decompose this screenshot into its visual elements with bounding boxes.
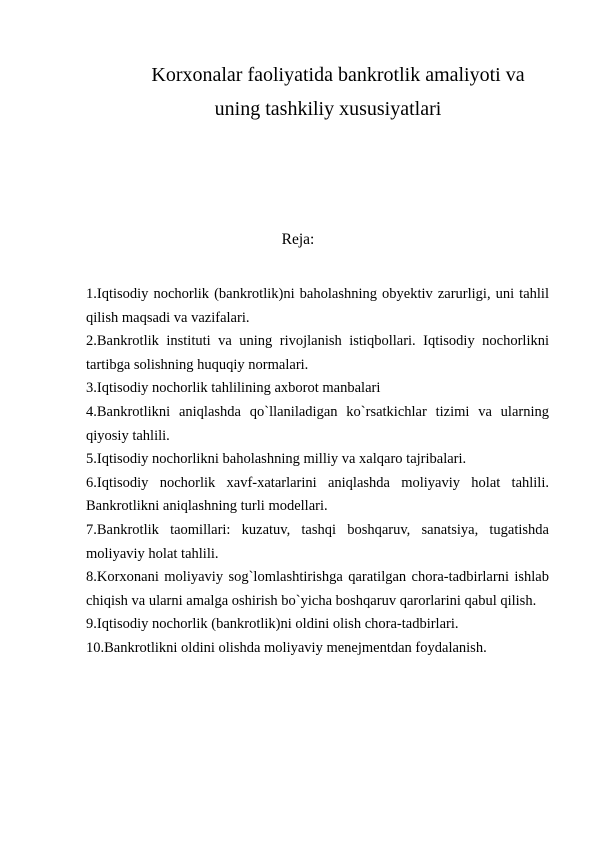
title-line-2: uning tashkiliy xususiyatlari [214,98,442,120]
plan-list [86,283,549,661]
plan-item-9: 9.Iqtisodiy nochorlik (bankrotlik)ni oldini olish chora-tadbirlari. [86,616,459,633]
plan-item-5: 5.Iqtisodiy nochorlikni baholashning milliy va xalqaro tajribalari. [86,451,467,468]
plan-item-8: 8.Korxonani moliyaviy sog`lomlashtirishga qaratilgan chora-tadbirlarni ishlab chiqish va ularni amalga oshirish bo`yicha boshqaruv qarorlarini qabul qilish. [86,569,549,609]
plan-item-10: 10.Bankrotlikni oldini olishda moliyaviy menejmentdan foydalanish. [86,639,487,656]
plan-item-6: 6.Iqtisodiy nochorlik xavf-xatarlarini aniqlashda moliyaviy holat tahlili. Bankrotlikni aniqlashning turli modellari. [86,474,549,515]
plan-item-7: 7.Bankrotlik taomillari: kuzatuv, tashqi boshqaruv, sanatsiya, tugatishda moliyaviy holat tahlili. [86,521,549,562]
plan-item-3: 3.Iqtisodiy nochorlik tahlilining axborot manbalari [86,380,381,397]
plan-item-2: 2.Bankrotlik instituti va uning rivojlanish istiqbollari. Iqtisodiy nochorlikni tartibga solishning huquqiy normalari. [86,333,549,373]
title-line-1: Korxonalar faoliyatida bankrotlik amaliyoti va [151,64,525,86]
plan-item-4: 4.Bankrotlikni aniqlashda qo`llaniladigan ko`rsatkichlar tizimi va ularning qiyosiy tahlili. [86,403,549,444]
plan-item-1: 1.Iqtisodiy nochorlik (bankrotlik)ni baholashning obyektiv zarurligi, uni tahlil qilish maqsadi va vazifalari. [86,286,549,326]
plan-heading: Reja: [281,231,315,248]
document-title [60,58,596,126]
